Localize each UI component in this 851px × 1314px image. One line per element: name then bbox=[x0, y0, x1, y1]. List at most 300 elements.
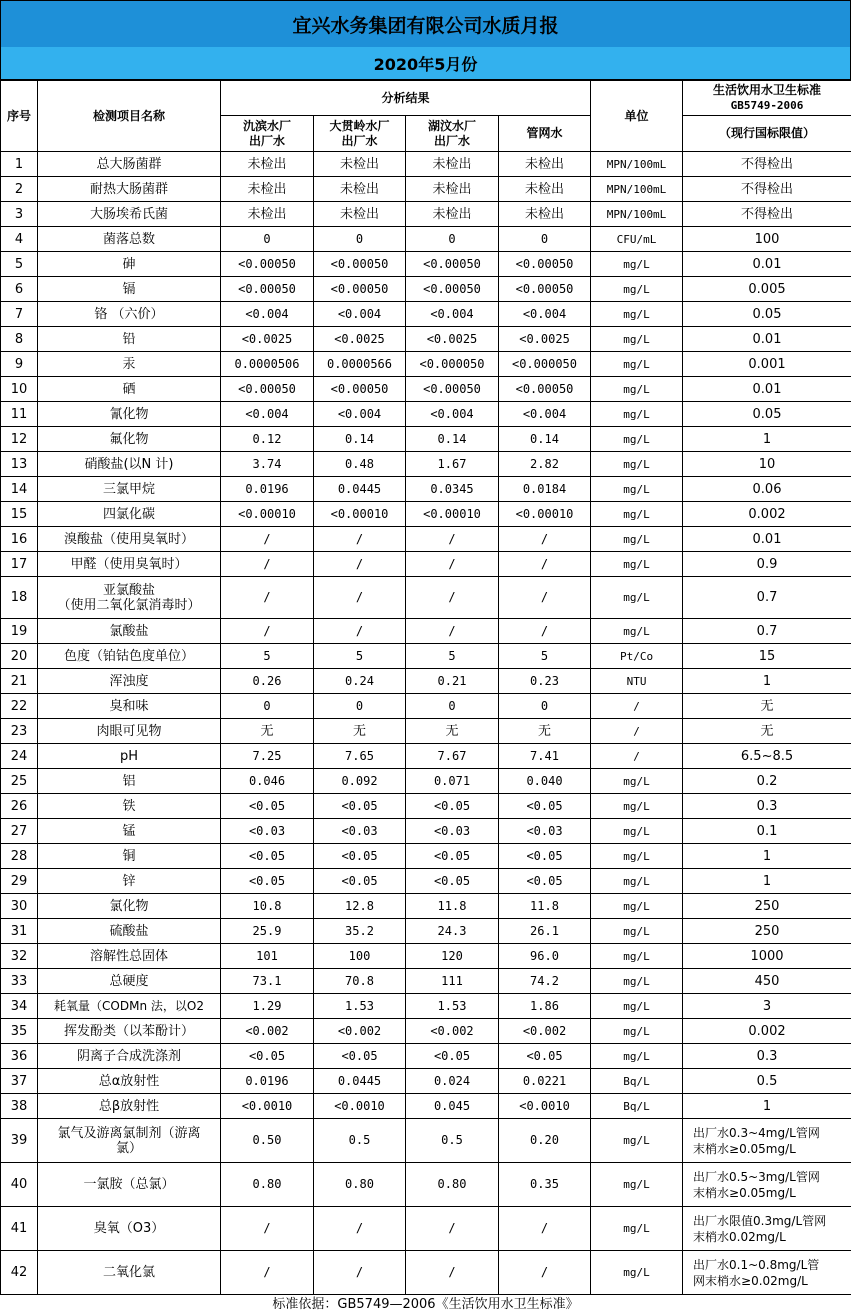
result-value: <0.004 bbox=[314, 302, 406, 327]
unit: mg/L bbox=[591, 427, 683, 452]
result-value: 74.2 bbox=[499, 969, 591, 994]
result-value: <0.03 bbox=[406, 819, 499, 844]
item-name: 铅 bbox=[38, 327, 221, 352]
result-value: 0.024 bbox=[406, 1069, 499, 1094]
header-plant: 大贯岭水厂 出厂水 bbox=[314, 116, 406, 152]
result-value: 0.040 bbox=[499, 769, 591, 794]
table-row bbox=[1, 794, 851, 819]
footer-note: 标准依据：GB5749—2006《生活饮用水卫生标准》 bbox=[272, 1297, 579, 1312]
result-value: <0.05 bbox=[314, 869, 406, 894]
unit: Bq/L bbox=[591, 1069, 683, 1094]
result-value: 0.0184 bbox=[499, 477, 591, 502]
unit: mg/L bbox=[591, 402, 683, 427]
table-row bbox=[1, 252, 851, 277]
row-number: 39 bbox=[1, 1119, 38, 1163]
standard-limit: 250 bbox=[683, 894, 851, 919]
standard-limit: 1 bbox=[683, 669, 851, 694]
result-value: 26.1 bbox=[499, 919, 591, 944]
result-value: 0.071 bbox=[406, 769, 499, 794]
result-value: 未检出 bbox=[499, 202, 591, 227]
result-value: <0.03 bbox=[499, 819, 591, 844]
standard-limit: 0.7 bbox=[683, 619, 851, 644]
result-value: <0.0025 bbox=[499, 327, 591, 352]
table-row bbox=[1, 1044, 851, 1069]
result-value: 0.0221 bbox=[499, 1069, 591, 1094]
standard-limit: 0.01 bbox=[683, 327, 851, 352]
item-name: 一氯胺（总氯） bbox=[38, 1163, 221, 1207]
result-value: 0.0345 bbox=[406, 477, 499, 502]
item-name: 总大肠菌群 bbox=[38, 152, 221, 177]
result-value: 73.1 bbox=[221, 969, 314, 994]
result-value: 0.80 bbox=[221, 1163, 314, 1207]
row-number: 19 bbox=[1, 619, 38, 644]
row-number: 26 bbox=[1, 794, 38, 819]
standard-limit: 0.001 bbox=[683, 352, 851, 377]
result-value: 0.0196 bbox=[221, 477, 314, 502]
row-number: 41 bbox=[1, 1207, 38, 1251]
unit: mg/L bbox=[591, 894, 683, 919]
unit: mg/L bbox=[591, 377, 683, 402]
standard-limit: 450 bbox=[683, 969, 851, 994]
row-number: 27 bbox=[1, 819, 38, 844]
result-value: <0.004 bbox=[499, 402, 591, 427]
result-value: 7.25 bbox=[221, 744, 314, 769]
standard-limit: 10 bbox=[683, 452, 851, 477]
table-row bbox=[1, 1019, 851, 1044]
table-row bbox=[1, 327, 851, 352]
unit: mg/L bbox=[591, 327, 683, 352]
item-name: 色度（铂钴色度单位） bbox=[38, 644, 221, 669]
row-number: 14 bbox=[1, 477, 38, 502]
unit: mg/L bbox=[591, 969, 683, 994]
result-value: 0.0000506 bbox=[221, 352, 314, 377]
unit: mg/L bbox=[591, 252, 683, 277]
result-value: / bbox=[499, 1251, 591, 1295]
standard-limit: 1 bbox=[683, 869, 851, 894]
item-name: 硫酸盐 bbox=[38, 919, 221, 944]
table-row bbox=[1, 227, 851, 252]
row-number: 31 bbox=[1, 919, 38, 944]
result-value: 0 bbox=[221, 694, 314, 719]
standard-limit: 0.005 bbox=[683, 277, 851, 302]
result-value: <0.05 bbox=[221, 869, 314, 894]
row-number: 32 bbox=[1, 944, 38, 969]
item-name: 大肠埃希氏菌 bbox=[38, 202, 221, 227]
result-value: 2.82 bbox=[499, 452, 591, 477]
result-value: 无 bbox=[221, 719, 314, 744]
item-name: 亚氯酸盐 （使用二氧化氯消毒时） bbox=[38, 577, 221, 619]
standard-limit: 出厂水0.1~0.8mg/L管 网末梢水≥0.02mg/L bbox=[683, 1251, 851, 1295]
result-value: 24.3 bbox=[406, 919, 499, 944]
item-name: 氯气及游离氯制剂（游离 氯） bbox=[38, 1119, 221, 1163]
row-number: 16 bbox=[1, 527, 38, 552]
result-value: 0.092 bbox=[314, 769, 406, 794]
item-name: 甲醛（使用臭氧时） bbox=[38, 552, 221, 577]
table-row bbox=[1, 1251, 851, 1295]
result-value: <0.00050 bbox=[499, 277, 591, 302]
result-value: 未检出 bbox=[221, 152, 314, 177]
result-value: 未检出 bbox=[314, 202, 406, 227]
result-value: <0.00010 bbox=[221, 502, 314, 527]
standard-limit: 0.3 bbox=[683, 794, 851, 819]
standard-limit: 100 bbox=[683, 227, 851, 252]
row-number: 35 bbox=[1, 1019, 38, 1044]
result-value: / bbox=[406, 577, 499, 619]
standard-limit: 0.05 bbox=[683, 402, 851, 427]
result-value: 7.65 bbox=[314, 744, 406, 769]
result-value: / bbox=[221, 577, 314, 619]
result-value: 5 bbox=[406, 644, 499, 669]
result-value: <0.00050 bbox=[406, 377, 499, 402]
result-value: 未检出 bbox=[406, 152, 499, 177]
result-value: <0.0025 bbox=[406, 327, 499, 352]
row-number: 6 bbox=[1, 277, 38, 302]
result-value: <0.0025 bbox=[221, 327, 314, 352]
unit: Bq/L bbox=[591, 1094, 683, 1119]
result-value: <0.05 bbox=[499, 1044, 591, 1069]
result-value: <0.05 bbox=[314, 844, 406, 869]
result-value: <0.00010 bbox=[406, 502, 499, 527]
item-name: 铁 bbox=[38, 794, 221, 819]
unit: mg/L bbox=[591, 944, 683, 969]
unit: / bbox=[591, 719, 683, 744]
table-row bbox=[1, 452, 851, 477]
result-value: <0.004 bbox=[406, 302, 499, 327]
result-value: <0.000050 bbox=[406, 352, 499, 377]
item-name: 耐热大肠菌群 bbox=[38, 177, 221, 202]
result-value: <0.00010 bbox=[499, 502, 591, 527]
result-value: <0.05 bbox=[499, 869, 591, 894]
result-value: <0.05 bbox=[499, 794, 591, 819]
result-value: / bbox=[221, 527, 314, 552]
result-value: <0.05 bbox=[221, 1044, 314, 1069]
result-value: <0.00050 bbox=[221, 377, 314, 402]
result-value: <0.004 bbox=[499, 302, 591, 327]
result-value: 0.20 bbox=[499, 1119, 591, 1163]
result-value: <0.00050 bbox=[314, 377, 406, 402]
result-value: 0 bbox=[499, 694, 591, 719]
row-number: 5 bbox=[1, 252, 38, 277]
result-value: / bbox=[499, 619, 591, 644]
result-value: 5 bbox=[314, 644, 406, 669]
result-value: 0.24 bbox=[314, 669, 406, 694]
unit: NTU bbox=[591, 669, 683, 694]
table-row bbox=[1, 669, 851, 694]
result-value: / bbox=[314, 577, 406, 619]
standard-limit: 1000 bbox=[683, 944, 851, 969]
standard-limit: 0.06 bbox=[683, 477, 851, 502]
item-name: 阴离子合成洗涤剂 bbox=[38, 1044, 221, 1069]
header-plant: 湖汶水厂 出厂水 bbox=[406, 116, 499, 152]
item-name: 臭氧（O3） bbox=[38, 1207, 221, 1251]
result-value: 未检出 bbox=[314, 177, 406, 202]
table-row bbox=[1, 644, 851, 669]
unit: mg/L bbox=[591, 769, 683, 794]
item-name: 砷 bbox=[38, 252, 221, 277]
row-number: 25 bbox=[1, 769, 38, 794]
result-value: 0.0196 bbox=[221, 1069, 314, 1094]
item-name: 镉 bbox=[38, 277, 221, 302]
standard-limit: 出厂水0.3~4mg/L管网 末梢水≥0.05mg/L bbox=[683, 1119, 851, 1163]
unit: MPN/100mL bbox=[591, 177, 683, 202]
row-number: 22 bbox=[1, 694, 38, 719]
table-row bbox=[1, 377, 851, 402]
result-value: 无 bbox=[499, 719, 591, 744]
table-row bbox=[1, 302, 851, 327]
result-value: <0.05 bbox=[221, 794, 314, 819]
result-value: / bbox=[221, 619, 314, 644]
result-value: 11.8 bbox=[406, 894, 499, 919]
result-value: <0.0010 bbox=[314, 1094, 406, 1119]
table-row bbox=[1, 944, 851, 969]
result-value: 0.21 bbox=[406, 669, 499, 694]
result-value: / bbox=[406, 527, 499, 552]
unit: mg/L bbox=[591, 794, 683, 819]
result-value: 1.53 bbox=[314, 994, 406, 1019]
result-value: 0.14 bbox=[406, 427, 499, 452]
unit: CFU/mL bbox=[591, 227, 683, 252]
result-value: <0.05 bbox=[406, 794, 499, 819]
result-value: 未检出 bbox=[314, 152, 406, 177]
standard-limit: 6.5~8.5 bbox=[683, 744, 851, 769]
unit: mg/L bbox=[591, 527, 683, 552]
row-number: 7 bbox=[1, 302, 38, 327]
result-value: / bbox=[221, 1207, 314, 1251]
item-name: 氯化物 bbox=[38, 894, 221, 919]
table-row bbox=[1, 919, 851, 944]
item-name: 三氯甲烷 bbox=[38, 477, 221, 502]
result-value: 120 bbox=[406, 944, 499, 969]
result-value: 未检出 bbox=[406, 202, 499, 227]
item-name: 铝 bbox=[38, 769, 221, 794]
table-row bbox=[1, 577, 851, 619]
row-number: 8 bbox=[1, 327, 38, 352]
result-value: 7.41 bbox=[499, 744, 591, 769]
result-value: 0.046 bbox=[221, 769, 314, 794]
result-value: 100 bbox=[314, 944, 406, 969]
unit: mg/L bbox=[591, 919, 683, 944]
result-value: <0.00050 bbox=[314, 277, 406, 302]
header-unit: 单位 bbox=[591, 81, 683, 152]
unit: mg/L bbox=[591, 819, 683, 844]
row-number: 18 bbox=[1, 577, 38, 619]
result-value: <0.05 bbox=[314, 794, 406, 819]
table-row bbox=[1, 1163, 851, 1207]
standard-limit: 无 bbox=[683, 694, 851, 719]
unit: mg/L bbox=[591, 994, 683, 1019]
result-value: <0.05 bbox=[499, 844, 591, 869]
row-number: 12 bbox=[1, 427, 38, 452]
result-value: 25.9 bbox=[221, 919, 314, 944]
unit: mg/L bbox=[591, 477, 683, 502]
unit: mg/L bbox=[591, 277, 683, 302]
result-value: 0.14 bbox=[499, 427, 591, 452]
item-name: 氯酸盐 bbox=[38, 619, 221, 644]
result-value: / bbox=[499, 552, 591, 577]
result-value: <0.004 bbox=[221, 302, 314, 327]
row-number: 34 bbox=[1, 994, 38, 1019]
item-name: 锌 bbox=[38, 869, 221, 894]
item-name: 氟化物 bbox=[38, 427, 221, 452]
item-name: 溶解性总固体 bbox=[38, 944, 221, 969]
report-period: 2020年5月份 bbox=[0, 47, 851, 80]
result-value: / bbox=[314, 619, 406, 644]
unit: mg/L bbox=[591, 844, 683, 869]
row-number: 20 bbox=[1, 644, 38, 669]
unit: MPN/100mL bbox=[591, 152, 683, 177]
unit: mg/L bbox=[591, 1044, 683, 1069]
table-row bbox=[1, 527, 851, 552]
result-value: <0.00050 bbox=[499, 377, 591, 402]
result-value: 11.8 bbox=[499, 894, 591, 919]
result-value: 无 bbox=[314, 719, 406, 744]
standard-limit: 0.01 bbox=[683, 252, 851, 277]
row-number: 3 bbox=[1, 202, 38, 227]
table-row bbox=[1, 719, 851, 744]
standard-limit: 3 bbox=[683, 994, 851, 1019]
standard-limit: 0.002 bbox=[683, 1019, 851, 1044]
row-number: 21 bbox=[1, 669, 38, 694]
table-row bbox=[1, 177, 851, 202]
item-name: 四氯化碳 bbox=[38, 502, 221, 527]
result-value: <0.004 bbox=[314, 402, 406, 427]
standard-limit: 不得检出 bbox=[683, 152, 851, 177]
result-value: 0.0445 bbox=[314, 477, 406, 502]
unit: Pt/Co bbox=[591, 644, 683, 669]
unit: mg/L bbox=[591, 869, 683, 894]
header-analysis: 分析结果 bbox=[221, 81, 591, 116]
row-number: 4 bbox=[1, 227, 38, 252]
standard-limit: 0.9 bbox=[683, 552, 851, 577]
result-value: <0.004 bbox=[221, 402, 314, 427]
standard-limit: 0.3 bbox=[683, 1044, 851, 1069]
result-value: 0.26 bbox=[221, 669, 314, 694]
standard-limit: 0.5 bbox=[683, 1069, 851, 1094]
result-value: 3.74 bbox=[221, 452, 314, 477]
standard-limit: 0.7 bbox=[683, 577, 851, 619]
header-item: 检测项目名称 bbox=[38, 81, 221, 152]
standard-limit: 1 bbox=[683, 844, 851, 869]
unit: mg/L bbox=[591, 352, 683, 377]
result-value: <0.002 bbox=[314, 1019, 406, 1044]
result-value: 0 bbox=[406, 694, 499, 719]
row-number: 28 bbox=[1, 844, 38, 869]
result-value: <0.00010 bbox=[314, 502, 406, 527]
result-value: / bbox=[221, 552, 314, 577]
row-number: 10 bbox=[1, 377, 38, 402]
result-value: 7.67 bbox=[406, 744, 499, 769]
unit: mg/L bbox=[591, 619, 683, 644]
standard-limit: 出厂水限值0.3mg/L管网 末梢水0.02mg/L bbox=[683, 1207, 851, 1251]
result-value: 未检出 bbox=[221, 202, 314, 227]
result-value: <0.05 bbox=[406, 1044, 499, 1069]
result-value: 0.50 bbox=[221, 1119, 314, 1163]
result-value: 未检出 bbox=[406, 177, 499, 202]
row-number: 9 bbox=[1, 352, 38, 377]
table-row bbox=[1, 477, 851, 502]
table-row bbox=[1, 1094, 851, 1119]
row-number: 38 bbox=[1, 1094, 38, 1119]
result-value: <0.00050 bbox=[314, 252, 406, 277]
unit: mg/L bbox=[591, 452, 683, 477]
result-value: <0.0010 bbox=[499, 1094, 591, 1119]
result-value: 10.8 bbox=[221, 894, 314, 919]
table-row bbox=[1, 277, 851, 302]
result-value: 0.0000566 bbox=[314, 352, 406, 377]
result-value: 12.8 bbox=[314, 894, 406, 919]
unit: mg/L bbox=[591, 1207, 683, 1251]
standard-limit: 1 bbox=[683, 1094, 851, 1119]
result-value: <0.05 bbox=[314, 1044, 406, 1069]
result-value: / bbox=[499, 527, 591, 552]
item-name: 臭和味 bbox=[38, 694, 221, 719]
table-row bbox=[1, 202, 851, 227]
standard-limit: 0.01 bbox=[683, 527, 851, 552]
result-value: <0.03 bbox=[314, 819, 406, 844]
row-number: 24 bbox=[1, 744, 38, 769]
result-value: 5 bbox=[499, 644, 591, 669]
standard-limit: 0.2 bbox=[683, 769, 851, 794]
result-value: 0 bbox=[406, 227, 499, 252]
result-value: <0.0025 bbox=[314, 327, 406, 352]
item-name: 浑浊度 bbox=[38, 669, 221, 694]
result-value: 未检出 bbox=[221, 177, 314, 202]
header-standard bbox=[683, 81, 851, 116]
item-name: 肉眼可见物 bbox=[38, 719, 221, 744]
item-name: 锰 bbox=[38, 819, 221, 844]
row-number: 29 bbox=[1, 869, 38, 894]
standard-limit: 1 bbox=[683, 427, 851, 452]
result-value: <0.00050 bbox=[221, 252, 314, 277]
table-row bbox=[1, 502, 851, 527]
table-row bbox=[1, 552, 851, 577]
result-value: / bbox=[499, 1207, 591, 1251]
standard-limit: 不得检出 bbox=[683, 177, 851, 202]
result-value: <0.00050 bbox=[406, 252, 499, 277]
table-row bbox=[1, 844, 851, 869]
header-plant: 管网水 bbox=[499, 116, 591, 152]
result-value: / bbox=[406, 1207, 499, 1251]
row-number: 33 bbox=[1, 969, 38, 994]
result-value: 0 bbox=[314, 227, 406, 252]
result-value: 0.48 bbox=[314, 452, 406, 477]
result-value: 111 bbox=[406, 969, 499, 994]
header-standard-name: 生活饮用水卫生标准 bbox=[713, 83, 822, 97]
unit: mg/L bbox=[591, 502, 683, 527]
result-value: 0.14 bbox=[314, 427, 406, 452]
table-row bbox=[1, 994, 851, 1019]
result-value: 未检出 bbox=[499, 152, 591, 177]
result-value: <0.03 bbox=[221, 819, 314, 844]
result-value: / bbox=[406, 552, 499, 577]
standard-limit: 不得检出 bbox=[683, 202, 851, 227]
result-value: / bbox=[221, 1251, 314, 1295]
result-value: 0.80 bbox=[406, 1163, 499, 1207]
item-name: 汞 bbox=[38, 352, 221, 377]
unit: / bbox=[591, 694, 683, 719]
standard-limit: 无 bbox=[683, 719, 851, 744]
standard-limit: 0.01 bbox=[683, 377, 851, 402]
report-title: 宜兴水务集团有限公司水质月报 bbox=[0, 0, 851, 48]
table-row bbox=[1, 352, 851, 377]
row-number: 42 bbox=[1, 1251, 38, 1295]
result-value: 0.5 bbox=[406, 1119, 499, 1163]
table-row bbox=[1, 744, 851, 769]
result-value: 0.045 bbox=[406, 1094, 499, 1119]
result-value: <0.00050 bbox=[406, 277, 499, 302]
result-value: 35.2 bbox=[314, 919, 406, 944]
table-row bbox=[1, 427, 851, 452]
